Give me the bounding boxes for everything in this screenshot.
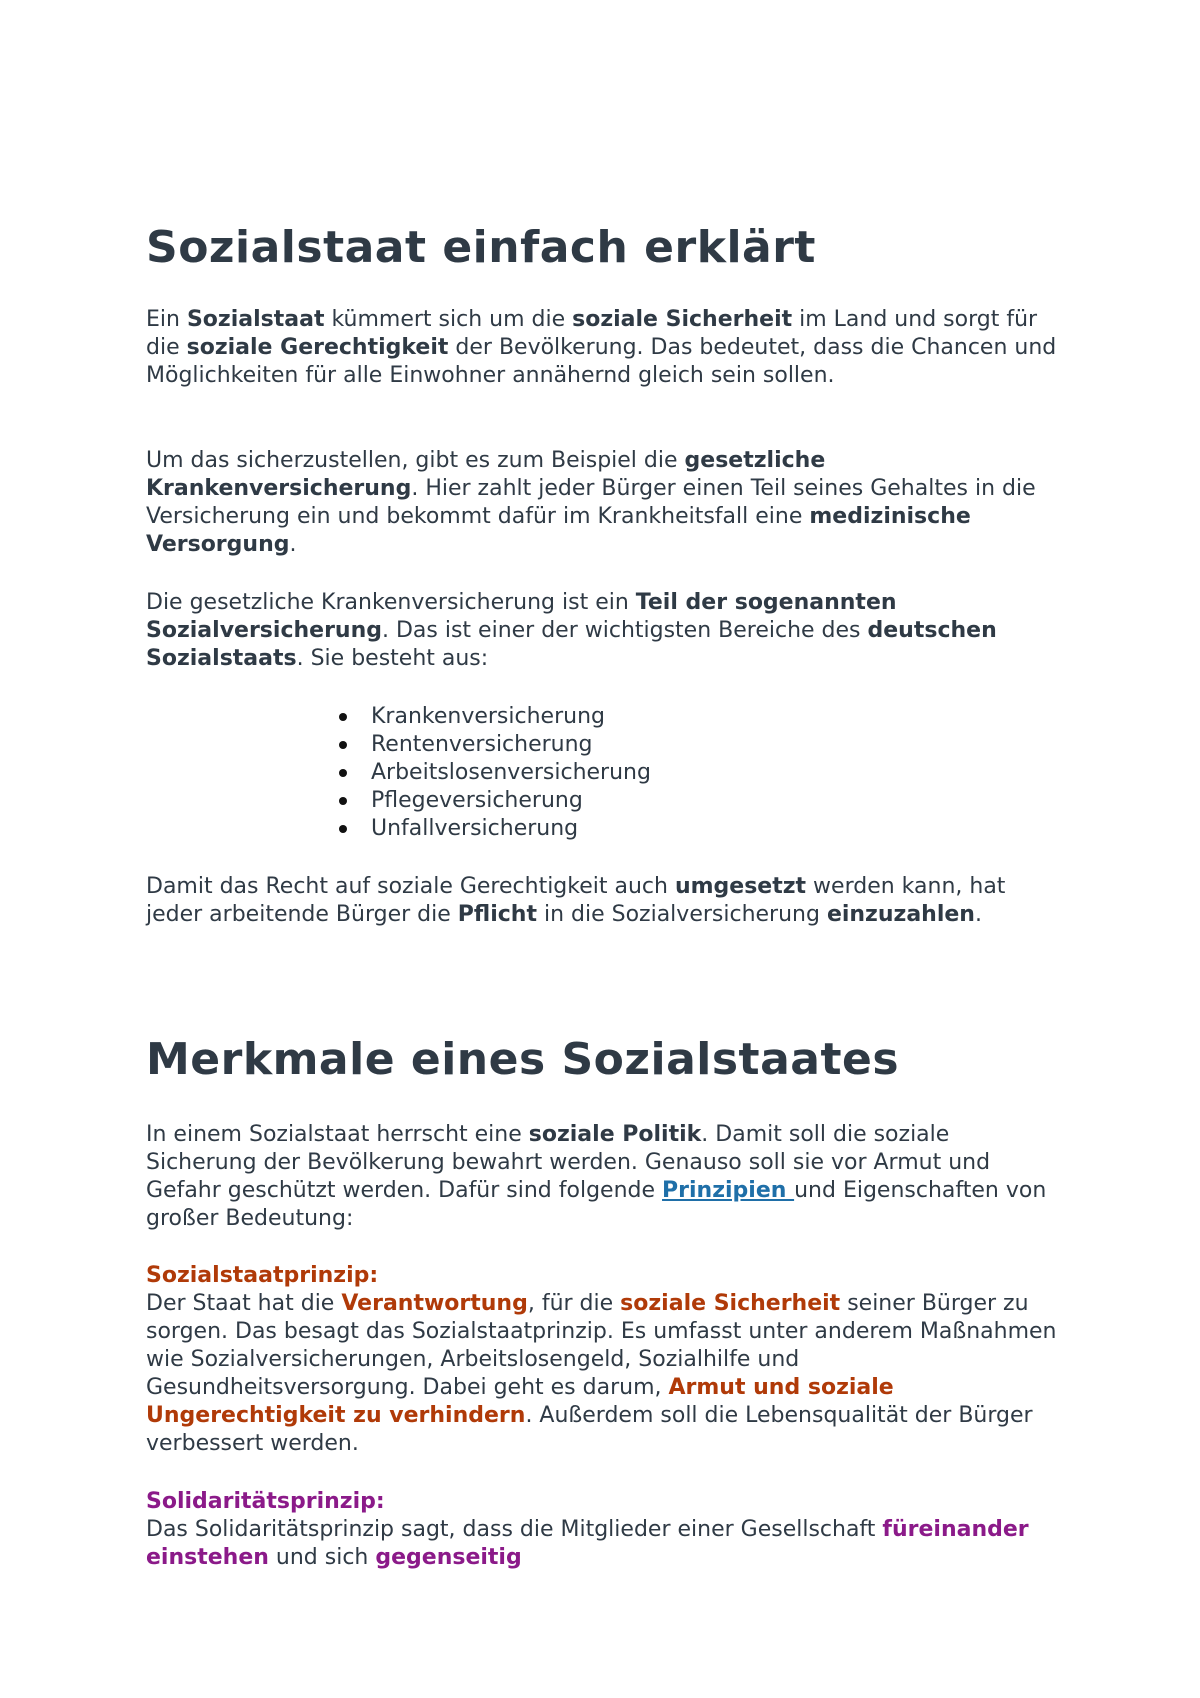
text: . Sie besteht aus: [296,646,489,671]
text: Ein [146,307,187,332]
highlight-term: füreinander einstehen [146,1517,1029,1570]
paragraph-politik [146,1121,1066,1233]
bold-term: soziale Sicherheit [572,307,793,332]
bold-term: einzuzahlen [826,902,975,927]
paragraph-sozialversicherung [146,589,1066,673]
text: . Damit soll die soziale Sicherung der Bevölkerung bewahrt werden. Genauso soll sie vor Armut und Gefahr geschützt werden. Dafür sind folgende [146,1122,991,1203]
sozialstaatprinzip-section [146,1262,1066,1458]
list-item: Rentenversicherung [146,731,1066,759]
heading-sozialstaat: Sozialstaat einfach erklärt [146,222,816,273]
heading-merkmale: Merkmale eines Sozialstaates [146,1034,900,1085]
highlight-term: soziale Sicherheit [620,1291,841,1316]
text: werden kann, hat jeder arbeitende Bürger die [146,874,1006,927]
text: Die gesetzliche Krankenversicherung ist ein [146,590,636,615]
text: der Bevölkerung. Das bedeutet, dass die Chancen und Möglichkeiten für alle Einwohner annähernd gleich sein sollen. [146,335,1057,388]
text: Um das sicherzustellen, gibt es zum Beispiel die [146,448,685,473]
highlight-term: gegenseitig [375,1545,522,1570]
bold-term: medizinische Versorgung [146,504,971,557]
paragraph-pflicht [146,873,1066,929]
list-item: Pflegeversicherung [146,787,1066,815]
text: , für die [527,1291,621,1316]
text: . Außerdem soll die Lebensqualität der Bürger verbessert werden. [146,1403,1033,1456]
sozialstaatprinzip-heading: Sozialstaatprinzip: [146,1263,379,1288]
text: . [289,532,297,557]
list-item: Arbeitslosenversicherung [146,759,1066,787]
text: und Eigenschaften von großer Bedeutung: [146,1178,1047,1231]
text: im Land und sorgt für die [146,307,1038,360]
highlight-term: Verantwortung [341,1291,528,1316]
text: seiner Bürger zu sorgen. Das besagt das Sozialstaatprinzip. Es umfasst unter anderem Maßnahmen wie Sozialversicherungen, Arbeitslosengeld, Sozialhilfe und Gesundheitsversorgung. Dabei geht es darum, [146,1291,1057,1400]
bold-term: gesetzliche Krankenversicherung [146,448,826,501]
text: Damit das Recht auf soziale Gerechtigkeit auch [146,874,675,899]
text: . Das ist einer der wichtigsten Bereiche des [381,618,868,643]
text: Der Staat hat die [146,1291,342,1316]
text: Das Solidaritätsprinzip sagt, dass die Mitglieder einer Gesellschaft [146,1517,883,1542]
bold-term: deutschen Sozialstaats [146,618,997,671]
text: und sich [268,1545,376,1570]
prinzipien-link[interactable]: Prinzipien [662,1178,795,1203]
bold-term: soziale Politik [528,1122,702,1147]
list-item: Unfallversicherung [146,815,1066,843]
insurance-list [146,703,1066,843]
text: kümmert sich um die [324,307,573,332]
bold-term: soziale Gerechtigkeit [186,335,449,360]
text: . Hier zahlt jeder Bürger einen Teil seines Gehaltes in die Versicherung ein und bekommt dafür im Krankheitsfall eine [146,476,1036,529]
bold-term: Teil der sogenannten Sozialversicherung [146,590,897,643]
paragraph-krankenversicherung [146,447,1066,559]
bold-term: Sozialstaat [186,307,325,332]
text: . [974,902,982,927]
text: In einem Sozialstaat herrscht eine [146,1122,529,1147]
bold-term: Pflicht [457,902,537,927]
bold-term: umgesetzt [674,874,807,899]
solidaritaetsprinzip-section [146,1488,1066,1572]
list-item: Krankenversicherung [146,703,1066,731]
highlight-term: Armut und soziale Ungerechtigkeit zu verhindern [146,1375,894,1428]
paragraph-intro [146,306,1066,390]
solidaritaetsprinzip-heading: Solidaritätsprinzip: [146,1489,385,1514]
text: in die Sozialversicherung [536,902,827,927]
